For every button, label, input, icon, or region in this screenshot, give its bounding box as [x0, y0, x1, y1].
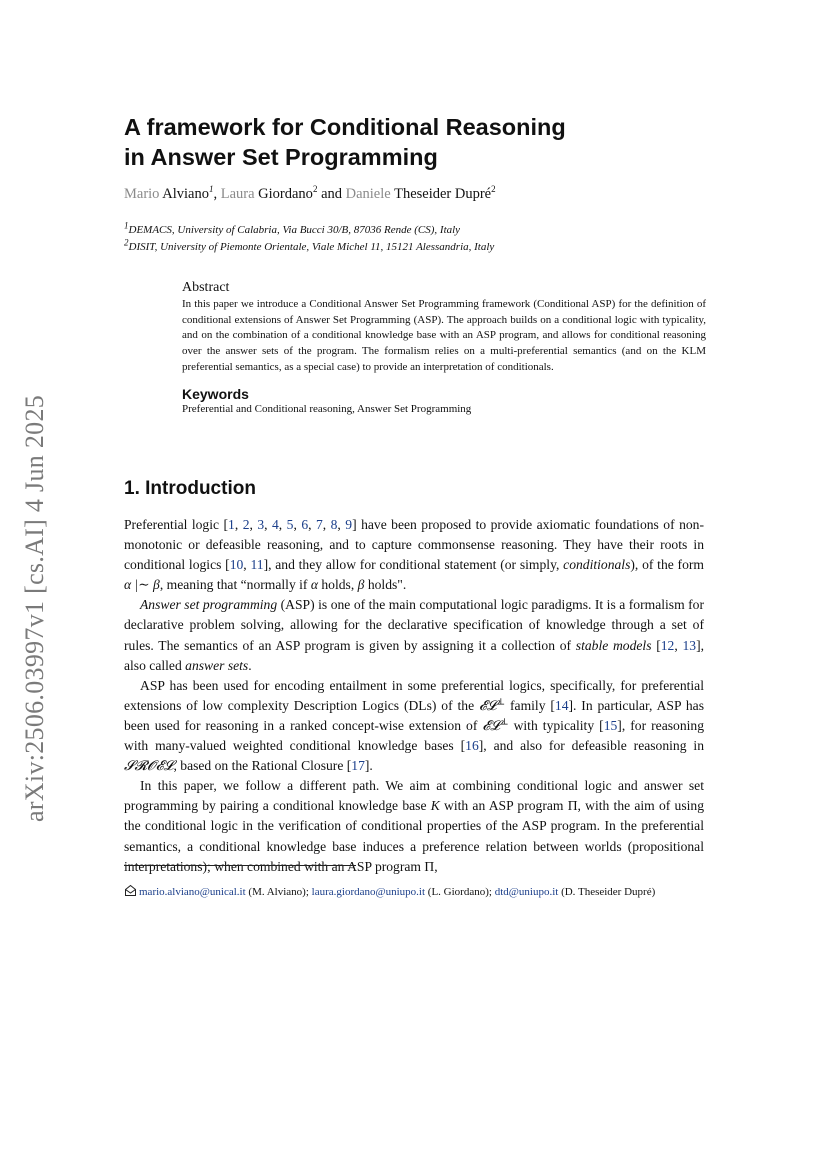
title-line-1: A framework for Conditional Reasoning	[124, 114, 566, 140]
citation-link[interactable]: 6	[301, 517, 309, 532]
citation-link[interactable]: 1	[228, 517, 235, 532]
citation-link[interactable]: 15	[603, 717, 618, 733]
section-body	[124, 515, 704, 877]
author-1-first: Mario	[124, 186, 160, 202]
author-sep-1: ,	[213, 186, 221, 202]
citation-link[interactable]: 13	[682, 637, 697, 653]
author-2-sup: 2	[312, 184, 318, 195]
email-icon	[124, 884, 137, 902]
author-list	[124, 186, 496, 203]
author-sep-2: and	[317, 186, 346, 202]
author-2-last: Giordano	[258, 186, 313, 202]
abstract-block	[182, 280, 706, 415]
citation-link[interactable]: 3	[257, 517, 265, 532]
email-link-1[interactable]: mario.alviano@unical.it	[139, 886, 246, 898]
paragraph-3: ASP has been used for encoding entailment in some preferential logics, specifically, for preferential extensions of low complexity Description Logics (DLs) of the 𝓔𝓛⊥ family [14]. In particular, ASP has been used for reasoning in a ranked concept-wise extension of 𝓔𝓛⊥ with typicality [15], for reasoning with many-valued weighted conditional knowledge bases [16], and also for defeasible reasoning in 𝓢𝓡𝓞𝓔𝓛, based on the Rational Closure [17].	[124, 677, 704, 774]
title-line-2: in Answer Set Programming	[124, 144, 438, 170]
paragraph-2: Answer set programming (ASP) is one of the main computational logic paradigms. It is a formalism for declarative problem solving, allowing for the declarative specification of knowledge through a set of rules. The semantics of an ASP program is given by assigning it a collection of stable models [12, 13], also called answer sets.	[124, 597, 704, 673]
abstract-text: In this paper we introduce a Conditional Answer Set Programming framework (Conditional ASP) for the definition of conditional extensions of Answer Set Programming (ASP). The approach builds on a conditional logic with typicality, and on the combination of a conditional knowledge base with an ASP program, and allows for conditional reasoning over the answer sets of the program. The formalism relies on a multi-preferential semantics (and on the KLM preferential semantics, as a special case) to provide an interpretation of conditionals.	[182, 298, 706, 373]
abstract-heading: Abstract	[182, 280, 230, 295]
arxiv-identifier: arXiv:2506.03997v1 [cs.AI] 4 Jun 2025	[20, 394, 49, 822]
footnote-rule	[124, 865, 356, 866]
paper-title	[124, 112, 684, 172]
keywords-text: Preferential and Conditional reasoning, Answer Set Programming	[182, 402, 472, 415]
citation-link[interactable]: 17	[351, 758, 365, 774]
footnote-emails: mario.alviano@unical.it (M. Alviano); laura.giordano@uniupo.it (L. Giordano); dtd@uniupo.it (D. Theseider Dupré)	[124, 884, 704, 902]
citation-link[interactable]: 12	[660, 637, 675, 653]
citation-link[interactable]: 7	[315, 517, 323, 532]
citation-link[interactable]: 11	[250, 557, 264, 573]
author-3-sup: 2	[491, 184, 496, 195]
citation-link[interactable]: 8	[330, 517, 338, 532]
paragraph-4: In this paper, we follow a different path. We aim at combining conditional logic and answer set programming by pairing a conditional knowledge base K with an ASP program Π, with the aim of using the conditional logic in the verification of conditional properties of the ASP program. In the preferential semantics, a conditional knowledge base induces a preference relation between worlds (propositional interpretations); when combined with an ASP program Π,	[124, 778, 705, 874]
citation-link[interactable]: 16	[465, 738, 479, 754]
citation-link[interactable]: 5	[286, 517, 294, 532]
author-2-first: Laura	[220, 186, 255, 202]
author-3-last: Theseider Dupré	[394, 186, 492, 202]
author-1-last: Alviano	[162, 186, 209, 202]
citation-link[interactable]: 4	[272, 517, 279, 532]
paragraph-1: Preferential logic [1, 2, 3, 4, 5, 6, 7, 8, 9] have been proposed to provide axiomatic foundations of non-monotonic or defeasible reasoning, and to capture commonsense reasoning. They have their roots in conditional logics [10, 11], and they allow for conditional statement (or simply, conditionals), of the form α |∼ β, meaning that “normally if α holds, β holds".	[124, 517, 705, 593]
author-3-first: Daniele	[345, 186, 391, 202]
affiliation-2: $^2$DISIT, University of Piemonte Orientale, Viale Michel 11, 15121 Alessandria, Italy	[124, 237, 495, 253]
citation-link[interactable]: 2	[242, 517, 250, 532]
email-link-3[interactable]: dtd@uniupo.it	[494, 886, 559, 898]
affiliation-1: $^1$DEMACS, University of Calabria, Via Bucci 30/B, 87036 Rende (CS), Italy	[124, 220, 461, 236]
citation-link[interactable]: 10	[229, 557, 244, 573]
author-1-sup: 1	[208, 184, 214, 195]
affiliations	[124, 222, 494, 256]
section-heading: 1. Introduction	[124, 478, 256, 499]
formula: α |∼ β	[124, 577, 160, 593]
citation-link[interactable]: 14	[554, 697, 569, 713]
keywords-heading: Keywords	[182, 385, 249, 402]
email-link-2[interactable]: laura.giordano@uniupo.it	[311, 886, 426, 898]
citation-link[interactable]: 9	[345, 517, 353, 532]
